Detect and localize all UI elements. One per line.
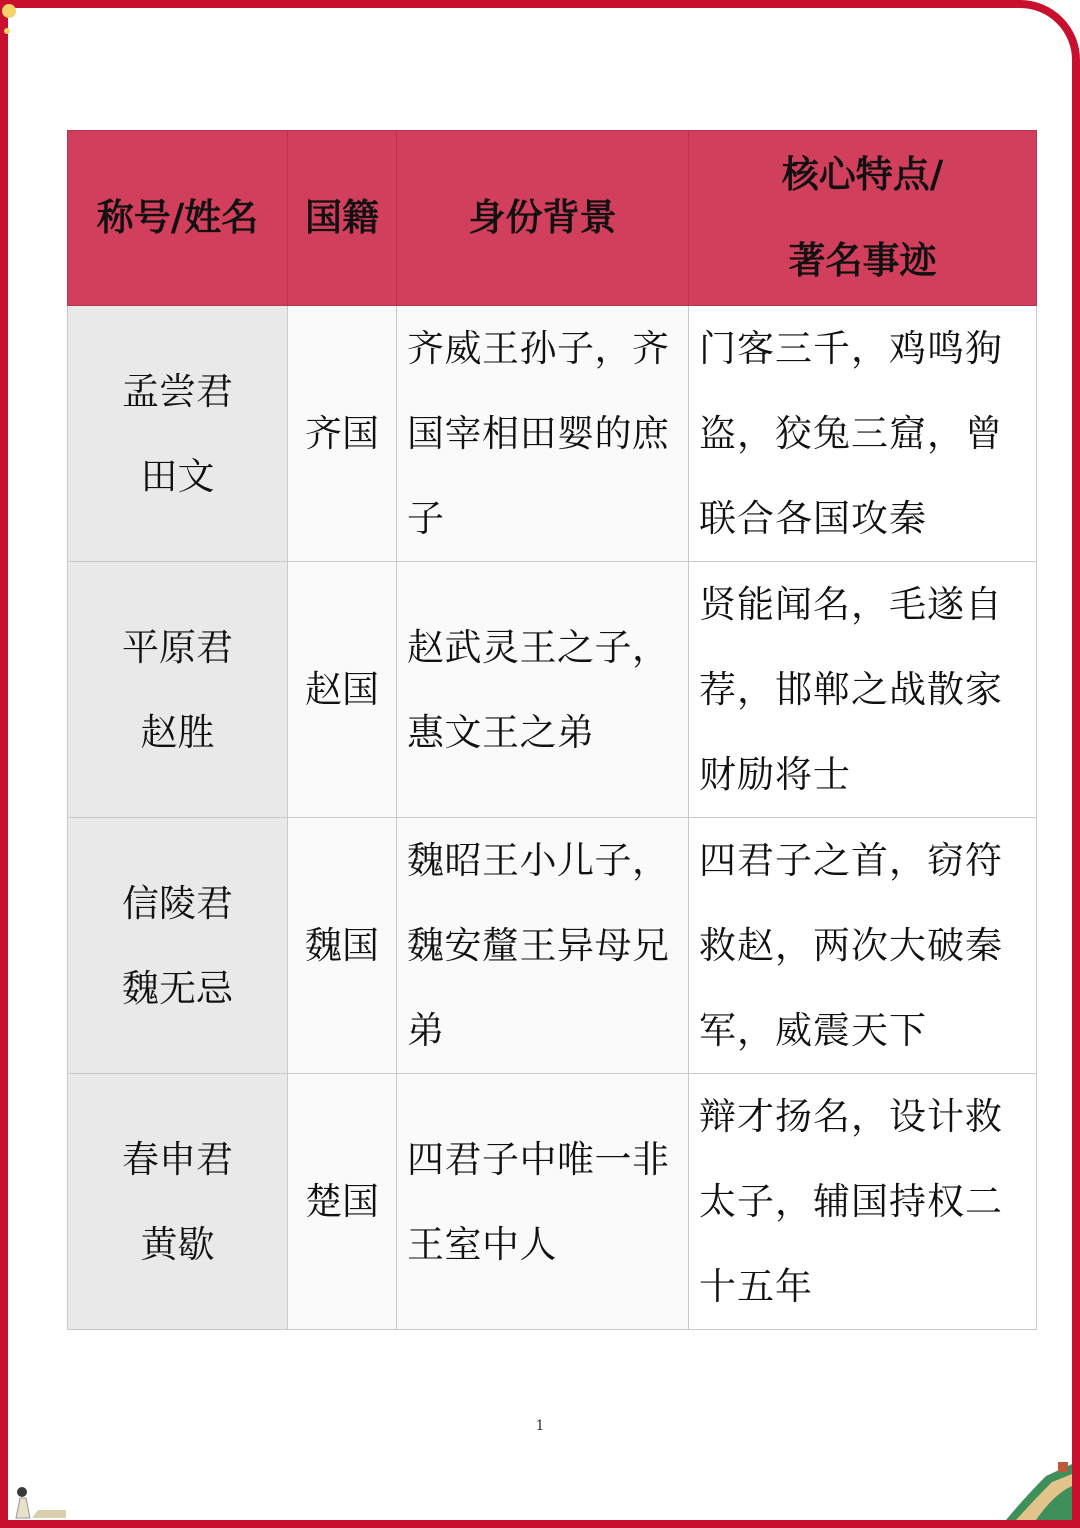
corner-ornament-small [4,28,10,34]
lord-name: 黄歇 [140,1222,215,1266]
background-cell: 四君子中唯一非王室中人 [397,1074,689,1330]
lord-title: 孟尝君 [122,369,233,413]
four-lords-table [67,130,1037,1330]
name-cell [68,562,288,818]
lord-title: 信陵君 [122,881,233,925]
page-number: 1 [535,1418,545,1434]
header-deeds-line1: 核心特点/ [781,153,944,196]
background-cell: 齐威王孙子，齐国宰相田婴的庶子 [397,306,689,562]
deeds-cell: 贤能闻名，毛遂自荐，邯郸之战散家财励将士 [689,562,1037,818]
deeds-cell: 门客三千，鸡鸣狗盗，狡兔三窟，曾联合各国攻秦 [689,306,1037,562]
header-name: 称号/姓名 [68,131,288,306]
header-deeds [689,131,1037,306]
name-cell [68,1074,288,1330]
figure-ornament-icon [8,1480,68,1520]
name-cell [68,818,288,1074]
background-cell: 魏昭王小儿子，魏安釐王异母兄弟 [397,818,689,1074]
deeds-cell: 辩才扬名，设计救太子，辅国持权二十五年 [689,1074,1037,1330]
table-row [68,306,1037,562]
lord-title: 春申君 [122,1137,233,1181]
state-cell: 赵国 [288,562,397,818]
table-row [68,1074,1037,1330]
header-background: 身份背景 [397,131,689,306]
table-row [68,818,1037,1074]
lord-name: 田文 [140,454,215,498]
state-cell: 楚国 [288,1074,397,1330]
background-cell: 赵武灵王之子，惠文王之弟 [397,562,689,818]
lord-title: 平原君 [122,625,233,669]
table-row [68,562,1037,818]
lord-name: 赵胜 [140,710,215,754]
corner-ornament [2,4,16,18]
great-wall-ornament-icon [1006,1456,1072,1520]
lord-name: 魏无忌 [122,966,233,1010]
header-deeds-line2: 著名事迹 [788,239,937,282]
name-cell [68,306,288,562]
header-state: 国籍 [288,131,397,306]
state-cell: 魏国 [288,818,397,1074]
table-header-row [68,131,1037,306]
deeds-cell: 四君子之首，窃符救赵，两次大破秦军，威震天下 [689,818,1037,1074]
state-cell: 齐国 [288,306,397,562]
